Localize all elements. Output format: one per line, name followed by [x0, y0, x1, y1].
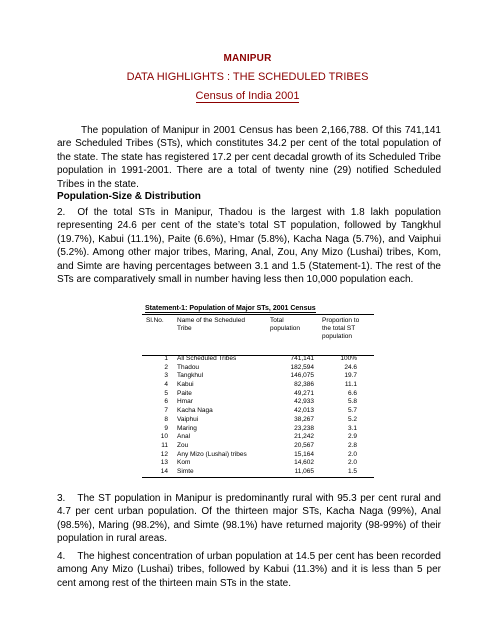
- cell-population: 741,141: [290, 355, 314, 362]
- document-title: DATA HIGHLIGHTS : THE SCHEDULED TRIBES: [126, 71, 369, 83]
- cell-population: 11,065: [294, 467, 314, 475]
- cell-slno: 9: [164, 424, 168, 432]
- paragraph-2-text: Of the total STs in Manipur, Thadou is the largest with 1.8 lakh population representing 24.6 per cent of the state’s total ST population, followed by Tangkhul (19.7%), Kabui (11.1%), Paite (6.6%), Hmar (5.8%), Kacha Naga (5.7%), and Vaiphui (5.2%). Among other major tribes, Maring, Anal, Zou, Any Mizo (Lushai) tribes, Kom, and Simte are having percentages between 3.1 and 1.5 (Statement-1). The rest of the STs are comparatively small in number having less then 10,000 population each.: [57, 207, 441, 286]
- cell-population: 14,602: [294, 459, 314, 467]
- cell-proportion: 2.0: [347, 459, 357, 467]
- table-row: [142, 372, 374, 381]
- cell-slno: 6: [164, 398, 168, 406]
- cell-proportion: 2.9: [347, 433, 357, 441]
- cell-population: 49,271: [294, 389, 314, 397]
- section-heading: Population-Size & Distribution: [57, 191, 201, 202]
- cell-proportion: 3.1: [347, 424, 357, 432]
- cell-slno: 8: [164, 415, 168, 423]
- cell-tribe: Vaiphui: [177, 415, 199, 423]
- table-row: [142, 433, 374, 442]
- cell-slno: 10: [160, 433, 168, 441]
- paragraph-3-number: 3.: [57, 493, 66, 504]
- cell-population: 82,386: [294, 381, 314, 389]
- table-row: [142, 425, 374, 434]
- header-slno: Sl.No.: [146, 317, 164, 324]
- cell-slno: 1: [164, 355, 168, 362]
- cell-population: 15,164: [294, 450, 314, 458]
- table-row: [142, 468, 374, 477]
- cell-population: 182,594: [290, 363, 314, 371]
- cell-proportion: 1.5: [347, 467, 357, 475]
- cell-proportion: 5.2: [347, 415, 357, 423]
- statement-title: [145, 305, 316, 312]
- cell-population: 20,567: [294, 441, 314, 449]
- table-bottom-rule: [142, 477, 374, 478]
- cell-tribe: Maring: [177, 424, 197, 432]
- subtitle-text: Census of India 2001: [195, 90, 300, 102]
- cell-tribe: All Scheduled Tribes: [177, 355, 237, 362]
- cell-slno: 7: [164, 407, 168, 415]
- table-row: [142, 390, 374, 399]
- table-row: [142, 451, 374, 460]
- table-row: [142, 459, 374, 468]
- cell-population: 23,238: [294, 424, 314, 432]
- cell-proportion: 19.7: [344, 372, 357, 380]
- state-name: MANIPUR: [223, 53, 272, 64]
- cell-tribe: Any Mizo (Lushai) tribes: [177, 450, 247, 458]
- table-row: [142, 442, 374, 451]
- header-proportion: Proportion to the total ST population: [322, 317, 360, 340]
- cell-slno: 14: [160, 467, 168, 475]
- cell-slno: 5: [164, 389, 168, 397]
- table-body: [142, 355, 374, 477]
- cell-tribe: Zou: [177, 441, 189, 449]
- cell-population: 21,242: [294, 433, 314, 441]
- header-population: Total population: [270, 317, 300, 332]
- cell-proportion: 5.8: [347, 398, 357, 406]
- cell-population: 42,933: [294, 398, 314, 406]
- cell-population: 38,267: [294, 415, 314, 423]
- cell-proportion: 11.1: [344, 381, 357, 389]
- cell-tribe: Tangkhul: [177, 372, 204, 380]
- cell-slno: 13: [160, 459, 168, 467]
- cell-slno: 11: [161, 441, 168, 449]
- table-row: [142, 381, 374, 390]
- paragraph-4-text: The highest concentration of urban population at 14.5 per cent has been recorded among Any Mizo (Lushai) tribes, followed by Kabui (11.3%) and it is less than 5 per cent among rest of the thirteen main STs in the state.: [57, 551, 441, 589]
- cell-tribe: Anal: [177, 433, 191, 441]
- cell-proportion: 6.6: [347, 389, 357, 397]
- cell-slno: 12: [160, 450, 168, 458]
- cell-slno: 2: [164, 363, 168, 371]
- statement-title-text: Statement-1: Population of Major STs, 2001 Census: [145, 305, 316, 312]
- paragraph-3: [57, 492, 441, 546]
- paragraph-3-text: The ST population in Manipur is predominantly rural with 95.3 per cent rural and 4.7 per cent urban population. Of the thirteen major STs, Kacha Naga (99%), Anal (98.5%), Maring (98.2%), and Simte (98.1%) have returned majority (98-99%) of their population in rural areas.: [57, 493, 441, 545]
- cell-tribe: Hmar: [177, 398, 193, 406]
- table-header: [142, 314, 374, 356]
- cell-tribe: Kom: [177, 459, 191, 467]
- cell-tribe: Thadou: [177, 363, 200, 371]
- paragraph-4-number: 4.: [57, 551, 66, 562]
- cell-proportion: 2.8: [347, 441, 357, 449]
- cell-tribe: Paite: [177, 389, 192, 397]
- cell-tribe: Kacha Naga: [177, 407, 213, 415]
- cell-proportion: 24.6: [344, 363, 357, 371]
- table-row: [142, 398, 374, 407]
- table-row: [142, 355, 374, 364]
- cell-proportion: 100%: [340, 355, 357, 362]
- paragraph-4: [57, 550, 441, 590]
- cell-proportion: 2.0: [347, 450, 357, 458]
- document-subtitle: [0, 90, 495, 102]
- cell-population: 42,013: [294, 407, 314, 415]
- table-row: [142, 407, 374, 416]
- cell-tribe: Kabui: [177, 381, 194, 389]
- table-row: [142, 416, 374, 425]
- cell-slno: 4: [164, 381, 168, 389]
- cell-slno: 3: [164, 372, 168, 380]
- paragraph-1: The population of Manipur in 2001 Census has been 2,166,788. Of this 741,141 are Scheduled Tribes (STs), which constitutes 34.2 per cent of the total population of the state. The state has registered 17.2 per cent decadal growth of its Scheduled Tribe population in 1991-2001. There are a total of twenty nine (29) notified Scheduled Tribes in the state.: [57, 125, 441, 190]
- paragraph-2: [57, 206, 441, 286]
- cell-population: 146,075: [290, 372, 314, 380]
- header-tribe: Name of the Scheduled Tribe: [177, 317, 245, 332]
- cell-proportion: 5.7: [347, 407, 357, 415]
- cell-tribe: Simte: [177, 467, 194, 475]
- paragraph-2-number: 2.: [57, 207, 66, 218]
- table-row: [142, 364, 374, 373]
